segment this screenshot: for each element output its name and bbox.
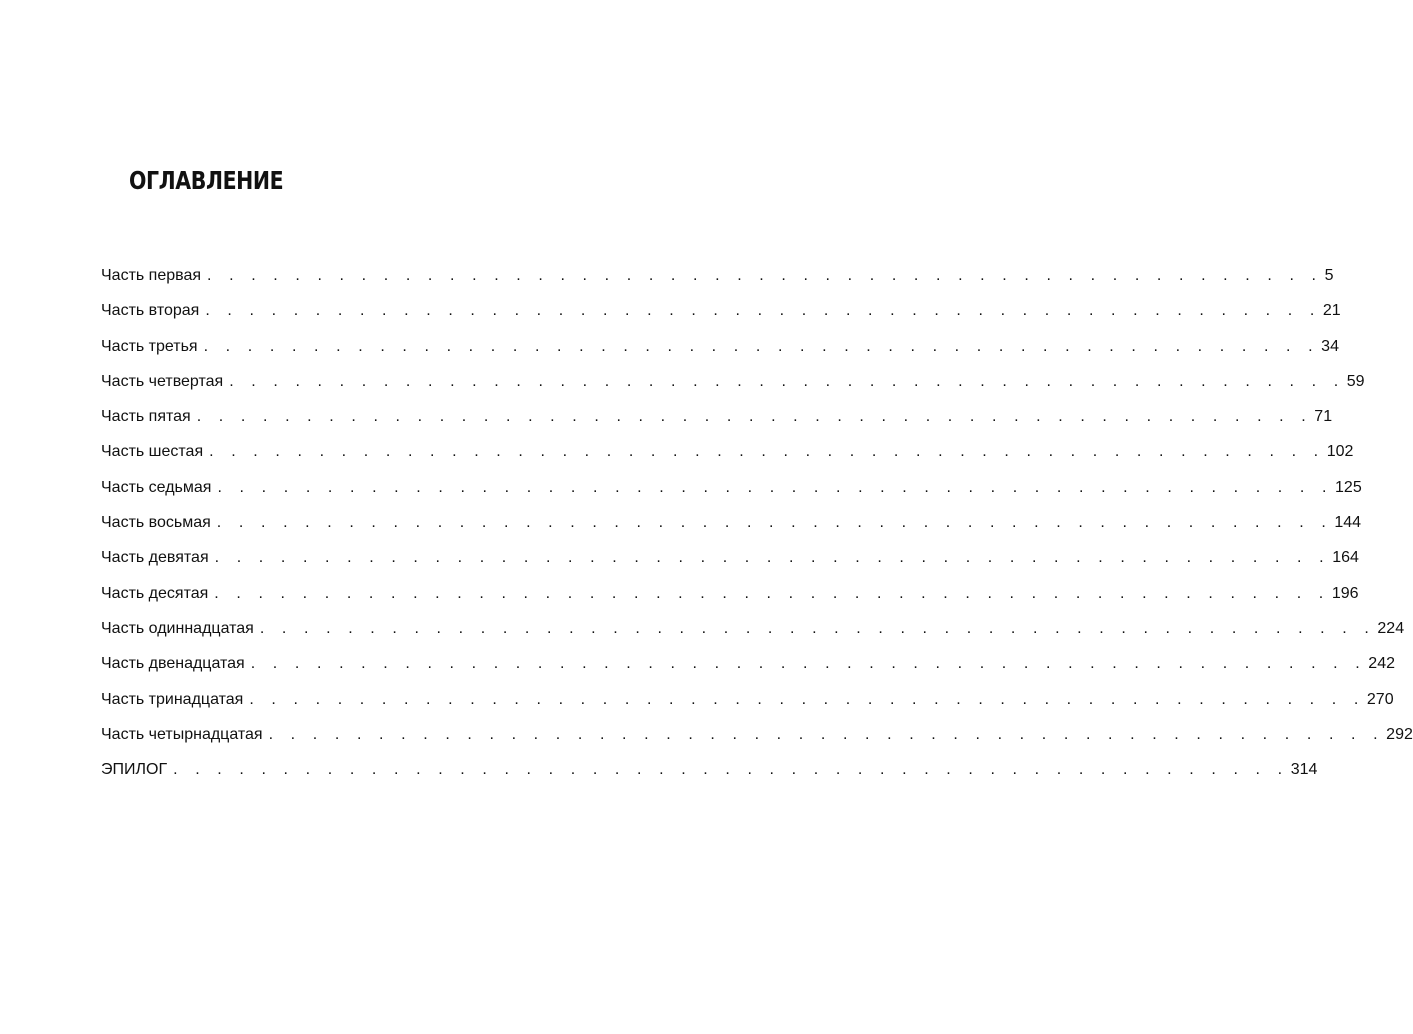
toc-entry-title: Часть десятая: [101, 584, 209, 602]
toc-entry[interactable]: [101, 509, 1362, 544]
toc-entry-page: 292: [1386, 725, 1413, 743]
toc-entry[interactable]: [101, 615, 1405, 650]
toc-entry[interactable]: [101, 686, 1394, 721]
toc-entry-page: 125: [1335, 478, 1362, 496]
toc-entry-page: 71: [1314, 408, 1333, 426]
toc-entry-page: 196: [1331, 584, 1359, 602]
toc-dot-leader: . . . . . . . . . . . . . . . . . . . . . . . . . . . . . . . . . . . . . . . . . . . . . . . . . . .: [173, 761, 1289, 779]
toc-entry-page: 164: [1332, 549, 1359, 567]
toc-entry-title: Часть тринадцатая: [101, 690, 244, 708]
toc-entry[interactable]: [101, 580, 1359, 615]
toc-entry-title: Часть седьмая: [101, 478, 212, 496]
toc-entry-page: 144: [1334, 514, 1362, 532]
toc-entry[interactable]: [101, 544, 1359, 579]
toc-list: [101, 262, 1413, 791]
toc-entry-title: Часть первая: [101, 267, 202, 284]
toc-dot-leader: . . . . . . . . . . . . . . . . . . . . . . . . . . . . . . . . . . . . . . . . . . . . . . . . . . .: [216, 514, 1333, 532]
toc-entry-title: Часть восьмая: [101, 514, 211, 532]
toc-entry[interactable]: [101, 650, 1395, 685]
toc-dot-leader: . . . . . . . . . . . . . . . . . . . . . . . . . . . . . . . . . . . . . . . . . . . . . . . . . . .: [268, 725, 1385, 743]
toc-dot-leader: . . . . . . . . . . . . . . . . . . . . . . . . . . . . . . . . . . . . . . . . . . . . . . . . . . .: [207, 267, 1323, 284]
toc-entry-page: 5: [1324, 267, 1334, 284]
toc-dot-leader: . . . . . . . . . . . . . . . . . . . . . . . . . . . . . . . . . . . . . . . . . . . . . . . . . . .: [196, 408, 1313, 426]
toc-entry-title: Часть четырнадцатая: [101, 725, 263, 743]
toc-dot-leader: . . . . . . . . . . . . . . . . . . . . . . . . . . . . . . . . . . . . . . . . . . . . . . . . . . .: [205, 302, 1321, 320]
toc-entry[interactable]: [101, 403, 1333, 438]
toc-dot-leader: . . . . . . . . . . . . . . . . . . . . . . . . . . . . . . . . . . . . . . . . . . . . . . . . . . .: [259, 619, 1376, 637]
toc-dot-leader: . . . . . . . . . . . . . . . . . . . . . . . . . . . . . . . . . . . . . . . . . . . . . . . . . . .: [250, 655, 1367, 673]
toc-dot-leader: . . . . . . . . . . . . . . . . . . . . . . . . . . . . . . . . . . . . . . . . . . . . . . . . . . .: [214, 584, 1330, 602]
toc-entry[interactable]: [101, 438, 1354, 473]
toc-entry[interactable]: [101, 721, 1413, 756]
toc-entry-page: 21: [1322, 302, 1341, 320]
toc-heading: ОГЛАВЛЕНИЕ: [129, 166, 284, 195]
toc-entry-page: 242: [1368, 655, 1395, 673]
toc-dot-leader: . . . . . . . . . . . . . . . . . . . . . . . . . . . . . . . . . . . . . . . . . . . . . . . . . . .: [209, 443, 1325, 461]
toc-entry[interactable]: [101, 297, 1341, 332]
toc-entry-title: Часть третья: [101, 337, 198, 355]
toc-entry-title: Часть шестая: [101, 443, 204, 461]
toc-entry-title: Часть одиннадцатая: [101, 619, 254, 637]
toc-entry[interactable]: [101, 756, 1318, 791]
toc-entry-page: 34: [1321, 337, 1339, 355]
toc-entry-title: Часть пятая: [101, 408, 191, 426]
toc-entry-page: 314: [1290, 761, 1318, 779]
toc-dot-leader: . . . . . . . . . . . . . . . . . . . . . . . . . . . . . . . . . . . . . . . . . . . . . . . . . . .: [217, 478, 1334, 496]
toc-entry-title: Часть двенадцатая: [101, 655, 245, 673]
toc-entry[interactable]: [101, 262, 1334, 297]
toc-entry-title: Часть девятая: [101, 549, 209, 567]
toc-entry-page: 270: [1366, 690, 1394, 708]
toc-entry-title: ЭПИЛОГ: [101, 761, 168, 779]
toc-dot-leader: . . . . . . . . . . . . . . . . . . . . . . . . . . . . . . . . . . . . . . . . . . . . . . . . . . .: [203, 337, 1320, 355]
toc-dot-leader: . . . . . . . . . . . . . . . . . . . . . . . . . . . . . . . . . . . . . . . . . . . . . . . . . . .: [214, 549, 1331, 567]
toc-entry[interactable]: [101, 333, 1339, 368]
toc-entry-page: 59: [1346, 372, 1365, 390]
toc-entry-page: 224: [1377, 619, 1405, 637]
toc-dot-leader: . . . . . . . . . . . . . . . . . . . . . . . . . . . . . . . . . . . . . . . . . . . . . . . . . . .: [229, 372, 1345, 390]
toc-entry[interactable]: [101, 474, 1362, 509]
toc-dot-leader: . . . . . . . . . . . . . . . . . . . . . . . . . . . . . . . . . . . . . . . . . . . . . . . . . . .: [249, 690, 1365, 708]
toc-entry-title: Часть вторая: [101, 302, 200, 320]
toc-entry[interactable]: [101, 368, 1365, 403]
toc-entry-page: 102: [1326, 443, 1354, 461]
toc-entry-title: Часть четвертая: [101, 372, 224, 390]
